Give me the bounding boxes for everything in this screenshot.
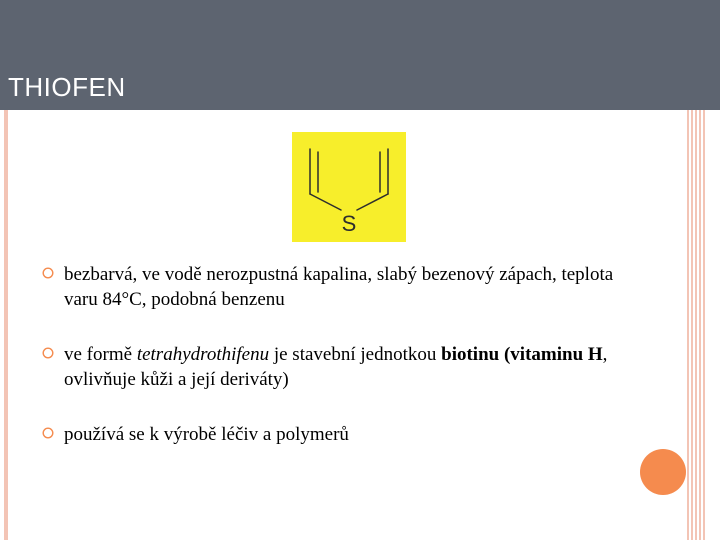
decorative-orange-circle (640, 449, 686, 495)
bullet-text-normal: , ovlivňuje kůži a její deriváty) (64, 344, 608, 390)
bullet-text-bold: biotinu (vitaminu H (441, 344, 603, 365)
bullet-list (42, 262, 642, 477)
sulfur-atom-label: S (341, 211, 357, 236)
bond-right-to-sulfur (357, 194, 388, 210)
bullet-item (42, 422, 642, 447)
bullet-item (42, 342, 642, 392)
bullet-text-normal: používá se k výrobě léčiv a polymerů (64, 424, 349, 445)
bullet-text-italic: tetrahydrothifenu (136, 344, 270, 365)
bullet-text-normal: ve formě (64, 344, 137, 365)
bullet-item (42, 262, 642, 312)
bond-left-to-sulfur (310, 194, 341, 210)
left-decorative-stripe (4, 110, 8, 540)
bullet-text-normal: bezbarvá, ve vodě nerozpustná kapalina, slabý bezenový zápach, teplota varu 84°C, podobná benzenu (64, 264, 614, 310)
thiophene-structure-image (292, 132, 406, 242)
header-bar (0, 0, 720, 110)
bullet-circle-icon (42, 347, 54, 359)
bullet-circle-icon (42, 267, 54, 279)
bullet-text-normal: je stavební jednotkou (269, 344, 442, 365)
right-decorative-stripes (687, 110, 707, 540)
thiophene-structure-drawing (292, 132, 406, 242)
slide-title: THIOFEN (8, 72, 126, 102)
bullet-circle-icon (42, 427, 54, 439)
